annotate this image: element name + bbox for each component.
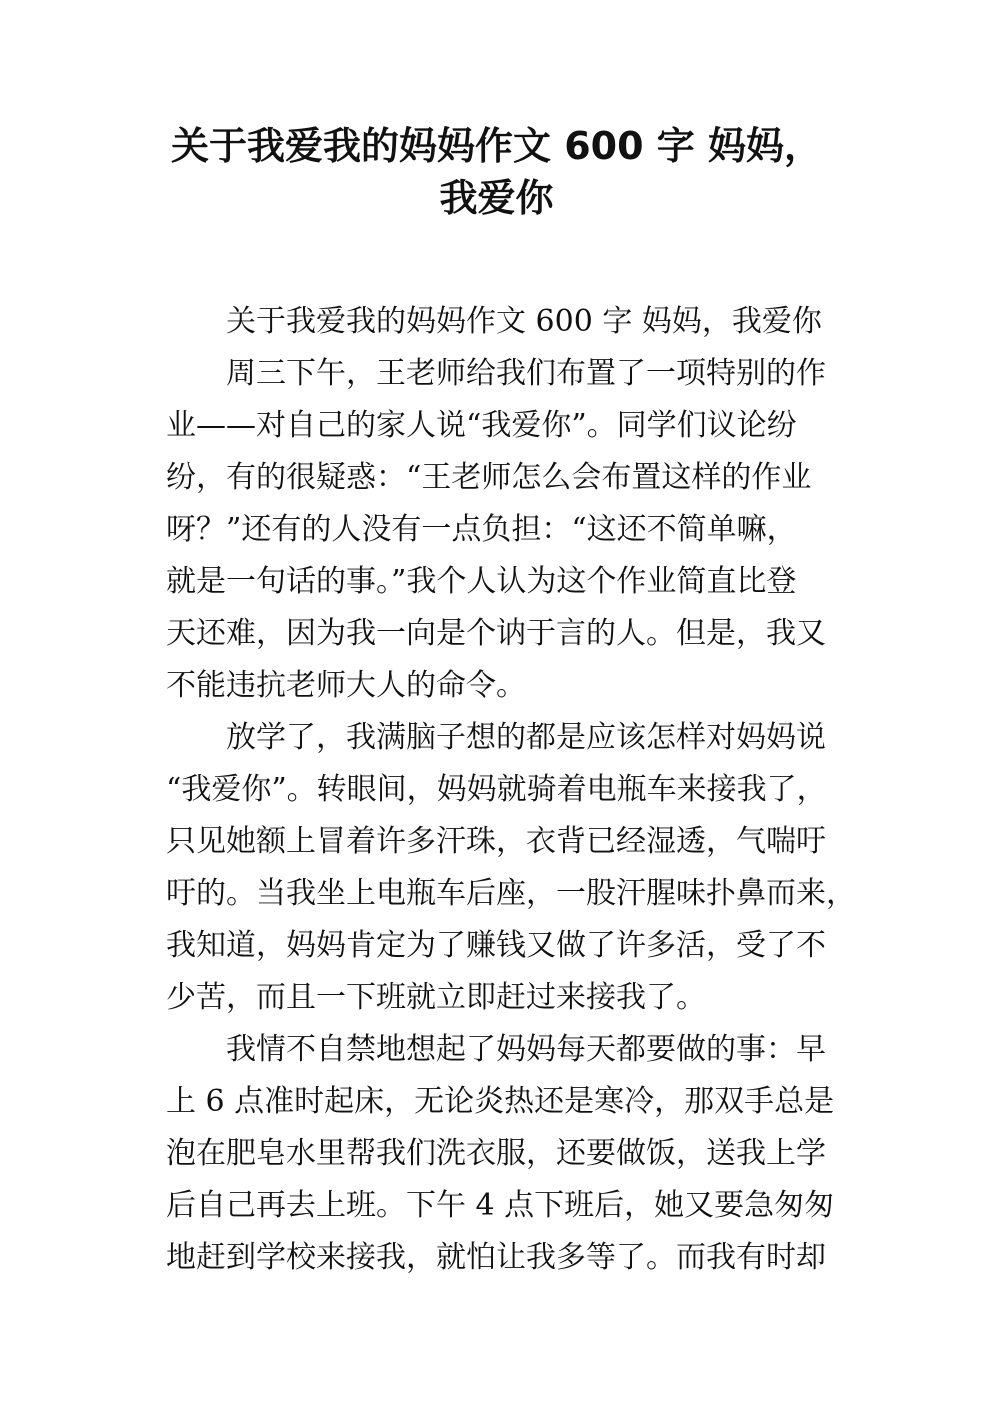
body-line: 上 6 点准时起床，无论炎热还是寒冷，那双手总是: [166, 1084, 835, 1119]
body-line: “我爱你”。转眼间，妈妈就骑着电瓶车来接我了，: [166, 772, 827, 807]
body-line: 放学了，我满脑子想的都是应该怎样对妈妈说: [226, 720, 826, 755]
body-line: 地赶到学校来接我，就怕让我多等了。而我有时却: [166, 1240, 826, 1275]
body-line: 不能违抗老师大人的命令。: [166, 668, 526, 703]
body-line: 只见她额上冒着许多汗珠，衣背已经湿透，气喘吁: [166, 824, 826, 859]
body-line: 后自己再去上班。下午 4 点下班后，她又要急匆匆: [166, 1188, 835, 1223]
title-line-1: 关于我爱我的妈妈作文 600 字 妈妈，: [170, 124, 822, 168]
body-line: 天还难，因为我一向是个讷于言的人。但是，我又: [166, 616, 826, 651]
body-line: 关于我爱我的妈妈作文 600 字 妈妈，我爱你: [226, 304, 822, 339]
document-body: [166, 296, 856, 1284]
body-line: 纷，有的很疑惑：“王老师怎么会布置这样的作业: [166, 460, 812, 495]
body-line: 周三下午，王老师给我们布置了一项特别的作: [226, 356, 826, 391]
body-line: 就是一句话的事。”我个人认为这个作业简直比登: [166, 564, 797, 599]
body-line: 呀？”还有的人没有一点负担：“这还不简单嘛，: [166, 512, 797, 547]
body-line: 少苦，而且一下班就立即赶过来接我了。: [166, 980, 706, 1015]
document-title: [120, 120, 873, 224]
body-line: 吁的。当我坐上电瓶车后座，一股汗腥味扑鼻而来，: [166, 876, 856, 911]
body-line: 我情不自禁地想起了妈妈每天都要做的事：早: [226, 1032, 826, 1067]
body-line: 泡在肥皂水里帮我们洗衣服，还要做饭，送我上学: [166, 1136, 826, 1171]
title-line-2: 我爱你: [439, 176, 554, 220]
body-line: 业——对自己的家人说“我爱你”。同学们议论纷: [166, 408, 797, 443]
body-line: 我知道，妈妈肯定为了赚钱又做了许多活，受了不: [166, 928, 826, 963]
